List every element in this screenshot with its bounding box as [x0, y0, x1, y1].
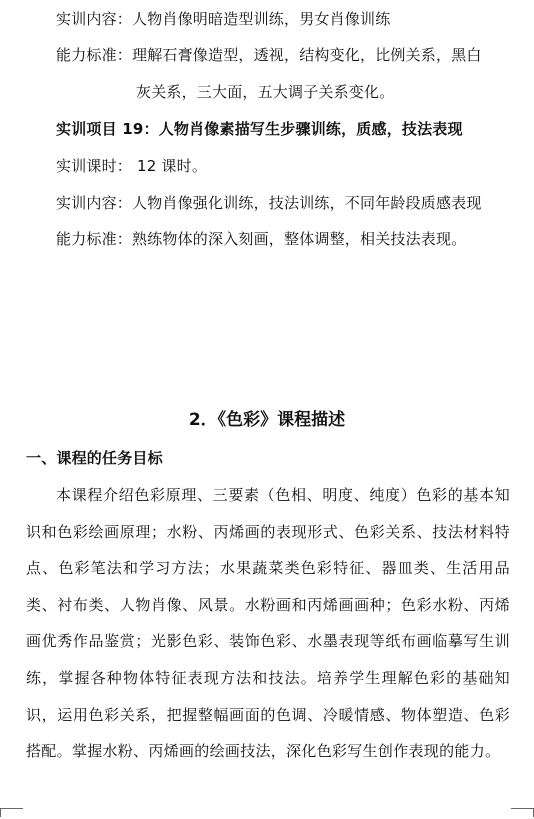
ability-standard-line: 能力标准：理解石膏像造型，透视，结构变化，比例关系，黑白: [56, 46, 482, 64]
training-content-line: 实训内容：人物肖像明暗造型训练，男女肖像训练: [56, 10, 391, 28]
section-title: 2．《色彩》课程描述: [188, 410, 346, 430]
training-hours-line: 实训课时： 12 课时。: [56, 157, 208, 175]
course-description-paragraph: 本课程介绍色彩原理、三要素（色相、明度、纯度）色彩的基本知识和色彩绘画原理；水粉、丙烯画的表现形式、色彩关系、技法材料特点、色彩笔法和学习方法；水果蔬菜类色彩特征、器皿类、生活用品类、衬布类、人物肖像、风景。水粉画和丙烯画画种；色彩水粉、丙烯画优秀作品鉴赏；光影色彩、装饰色彩、水墨表现等纸布画临摹写生训练，掌握各种物体特征表现方法和技法。培养学生理解色彩的基础知识，运用色彩关系，把握整幅画面的色调、冷暖情感、物体塑造、色彩搭配。掌握水粉、丙烯画的绘画技法，深化色彩写生创作表现的能力。: [26, 486, 510, 761]
ability-standard-line-2: 能力标准：熟练物体的深入刻画，整体调整，相关技法表现。: [56, 230, 467, 248]
page-corner-mark-right: [511, 808, 534, 817]
page-corner-mark-left: [0, 808, 23, 817]
ability-standard-continuation: 灰关系，三大面，五大调子关系变化。: [136, 83, 395, 101]
training-content-line-2: 实训内容：人物肖像强化训练，技法训练，不同年龄段质感表现: [56, 194, 482, 212]
section-subheading: 一、课程的任务目标: [26, 449, 163, 467]
project-19-heading: 实训项目 19：人物肖像素描写生步骤训练，质感，技法表现: [56, 120, 463, 138]
